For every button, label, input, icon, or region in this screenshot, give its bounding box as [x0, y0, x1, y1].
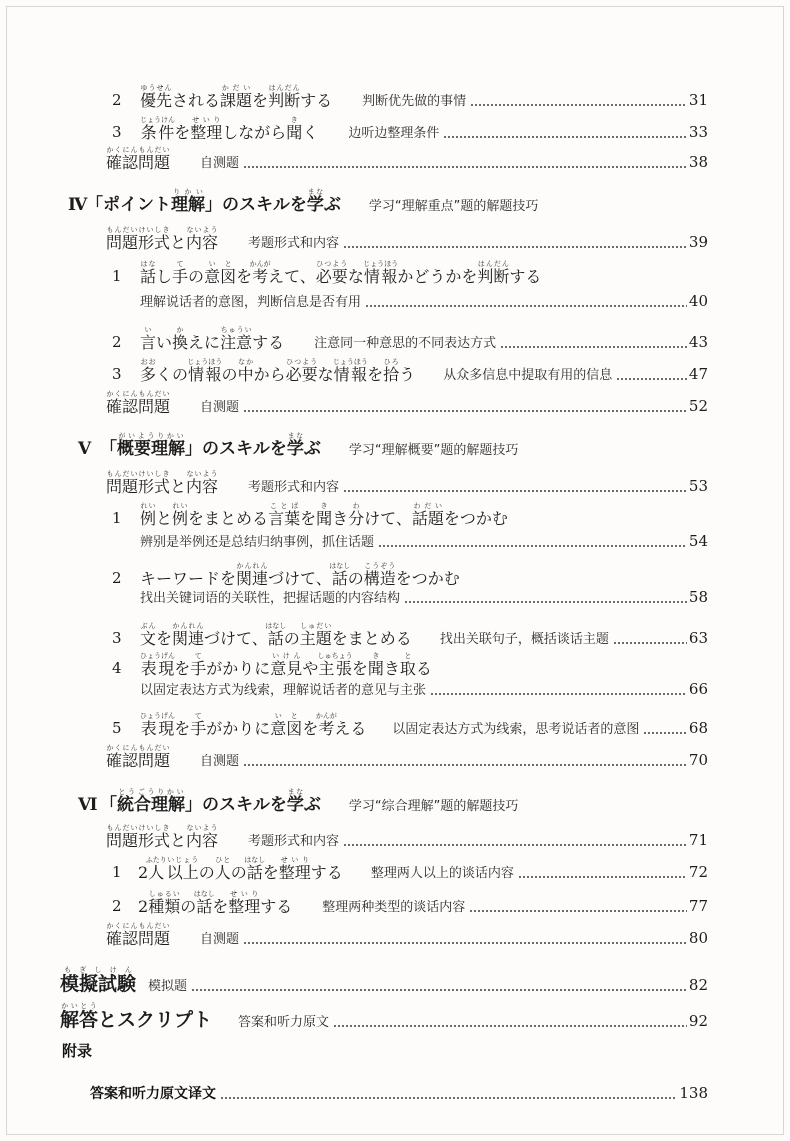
- toc-entry-6-review[interactable]: [0, 922, 708, 947]
- entry-number: 3: [112, 365, 122, 383]
- toc-entry-5-format[interactable]: [0, 470, 708, 495]
- entry-number: 2: [112, 569, 122, 587]
- entry-translation: 答案和听力原文: [238, 1015, 330, 1030]
- entry-title: 確認問題かくにんもんだい: [106, 922, 171, 948]
- entry-translation: 考题形式和内容: [248, 236, 340, 251]
- toc-entry-5-2-title[interactable]: [0, 562, 460, 587]
- entry-title: 問題形式もんだいけいしきと内容ないよう: [106, 824, 219, 850]
- entry-translation: 找出关键词语的关联性，把握话题的内容结构: [140, 591, 401, 606]
- entry-title: 問題形式もんだいけいしきと内容ないよう: [106, 470, 219, 496]
- entry-translation: 自测题: [200, 156, 240, 171]
- leader-dots: [430, 693, 687, 695]
- page-number: 39: [688, 233, 708, 251]
- entry-title: 優先ゆうせんされる課題かだいを判断はんだんする: [140, 84, 333, 110]
- toc-entry-answers[interactable]: [0, 1002, 708, 1030]
- entry-number: 2: [112, 333, 122, 351]
- page-number: 38: [688, 153, 708, 171]
- entry-title: 2人ふたり以上いじょうの人ひとの話はなしを整理せいりする: [138, 856, 343, 882]
- entry-translation: 整理两人以上的谈话内容: [370, 866, 514, 881]
- leader-dots: [191, 989, 687, 991]
- entry-title: 確認問題かくにんもんだい: [106, 146, 171, 172]
- section-heading-4[interactable]: [68, 188, 538, 214]
- entry-number: 4: [112, 659, 122, 677]
- toc-entry-5-review[interactable]: [0, 744, 708, 769]
- entry-translation: 辨别是举例还是总结归纳事例，抓住话题: [140, 535, 375, 550]
- section-title: 「統合理解とうごうりかい」のスキルを学まなぶ: [100, 788, 321, 815]
- entry-title: 表現ひょうげんを手てがかりに意見いけんや主張しゅちょうを聞きき取とる: [140, 652, 432, 678]
- entry-translation: 判断优先做的事情: [362, 94, 467, 109]
- leader-dots: [404, 601, 687, 603]
- section-title: 「ポイント理解りかい」のスキルを学まなぶ: [86, 188, 341, 215]
- leader-dots: [443, 136, 687, 138]
- entry-translation: 考题形式和内容: [248, 834, 340, 849]
- page-number: 92: [688, 1012, 708, 1030]
- toc-entry-3-review[interactable]: [0, 146, 708, 171]
- toc-entry-5-4-title[interactable]: [0, 652, 432, 677]
- section-translation: 学习“综合理解”题的解题技巧: [348, 799, 519, 814]
- page-number: 71: [688, 831, 708, 849]
- toc-entry-6-format[interactable]: [0, 824, 708, 849]
- section-roman-numeral: Ⅳ: [68, 195, 88, 215]
- page-number: 138: [679, 1084, 708, 1102]
- leader-dots: [343, 490, 687, 492]
- entry-title: 例れいと例れいをまとめる言葉ことばを聞きき分わけて、話題わだいをつかむ: [140, 502, 508, 528]
- leader-dots: [365, 305, 687, 307]
- leader-dots: [243, 764, 687, 766]
- entry-translation: 边听边整理条件: [348, 126, 440, 141]
- entry-translation: 考题形式和内容: [248, 480, 340, 495]
- page-number: 66: [688, 680, 708, 698]
- entry-number: 2: [112, 91, 122, 109]
- toc-entry-4-1-title[interactable]: [0, 260, 541, 285]
- entry-translation: 自测题: [200, 932, 240, 947]
- leader-dots: [518, 876, 687, 878]
- page-number: 77: [688, 897, 708, 915]
- toc-entry-5-1-sub[interactable]: [0, 534, 708, 550]
- toc-entry-4-3[interactable]: [0, 358, 708, 383]
- toc-entry-5-5[interactable]: [0, 712, 708, 737]
- section-heading-5[interactable]: [78, 432, 518, 458]
- entry-translation: 注意同一种意思的不同表达方式: [314, 336, 497, 351]
- entry-translation: 理解说话者的意图，判断信息是否有用: [140, 295, 362, 310]
- section-translation: 学习“理解重点”题的解题技巧: [368, 199, 539, 214]
- page-number: 43: [688, 333, 708, 351]
- leader-dots: [378, 545, 687, 547]
- leader-dots: [333, 1025, 687, 1027]
- section-translation: 学习“理解概要”题的解题技巧: [348, 443, 519, 458]
- entry-title: 模擬試験もぎしけん: [60, 966, 137, 995]
- leader-dots: [469, 910, 687, 912]
- leader-dots: [343, 246, 687, 248]
- toc-appendix-heading[interactable]: [62, 1044, 92, 1060]
- toc-entry-4-format[interactable]: [0, 226, 708, 251]
- page-number: 33: [688, 123, 708, 141]
- leader-dots: [470, 104, 687, 106]
- entry-translation: 自测题: [200, 754, 240, 769]
- page-number: 54: [688, 532, 708, 550]
- leader-dots: [243, 166, 687, 168]
- entry-number: 1: [112, 863, 122, 881]
- entry-title: 条件じょうけんを整理せいりしながら聞きく: [140, 116, 319, 142]
- page-number: 47: [688, 365, 708, 383]
- entry-translation: 自测题: [200, 400, 240, 415]
- toc-entry-5-4-sub[interactable]: [0, 682, 708, 698]
- page-number: 31: [688, 91, 708, 109]
- toc-entry-3-2[interactable]: [0, 84, 708, 109]
- toc-entry-translations[interactable]: [0, 1086, 708, 1102]
- toc-entry-mock-exam[interactable]: [0, 966, 708, 994]
- entry-title: 2種類しゅるいの話はなしを整理せいりする: [138, 890, 293, 916]
- entry-title: 言いい換かえに注意ちゅういする: [140, 326, 285, 352]
- entry-title: 表現ひょうげんを手てがかりに意図いとを考かんがえる: [140, 712, 367, 738]
- entry-translation: 以固定表达方式为线索，理解说话者的意见与主张: [140, 683, 427, 698]
- page-number: 68: [688, 719, 708, 737]
- toc-entry-5-3[interactable]: [0, 622, 708, 647]
- toc-entry-3-3[interactable]: [0, 116, 708, 141]
- toc-entry-5-2-sub[interactable]: [0, 590, 708, 606]
- entry-title: 確認問題かくにんもんだい: [106, 744, 171, 770]
- toc-entry-4-2[interactable]: [0, 326, 708, 351]
- entry-number: 1: [112, 267, 122, 285]
- entry-translation: 整理两种类型的谈话内容: [322, 900, 466, 915]
- entry-translation: 找出关联句子，概括谈话主题: [439, 632, 609, 647]
- entry-number: 5: [112, 719, 122, 737]
- leader-dots: [500, 346, 687, 348]
- page-number: 52: [688, 397, 708, 415]
- entry-title: 確認問題かくにんもんだい: [106, 390, 171, 416]
- toc-entry-4-1-sub[interactable]: [0, 294, 708, 310]
- entry-number: 3: [112, 123, 122, 141]
- entry-title: 解答かいとうとスクリプト: [60, 1002, 213, 1031]
- entry-translation: 模拟题: [148, 979, 188, 994]
- entry-title: 多おおくの情報じょうほうの中なかから必要ひつような情報じょうほうを拾ひろう: [140, 358, 416, 384]
- leader-dots: [343, 844, 687, 846]
- leader-dots: [643, 732, 687, 734]
- entry-translation: 从众多信息中提取有用的信息: [443, 368, 613, 383]
- section-heading-6[interactable]: [78, 788, 518, 814]
- appendix-label: 附录: [62, 1042, 93, 1060]
- page-number: 63: [688, 629, 708, 647]
- page-number: 70: [688, 751, 708, 769]
- section-title: 「概要理解がいようりかい」のスキルを学まなぶ: [100, 432, 321, 459]
- entry-number: 2: [112, 897, 122, 915]
- leader-dots: [243, 410, 687, 412]
- toc-entry-4-review[interactable]: [0, 390, 708, 415]
- entry-title: 文ぶんを関連かんれんづけて、話はなしの主題しゅだいをまとめる: [140, 622, 412, 648]
- section-roman-numeral: Ⅴ: [78, 439, 92, 459]
- entry-title: 話はなし手ての意図いとを考かんがえて、必要ひつような情報じょうほうかどうかを判断はんだんする: [140, 260, 542, 286]
- entry-title: キーワードを関連かんれんづけて、話はなしの構造こうぞうをつかむ: [140, 562, 460, 588]
- toc-entry-6-2[interactable]: [0, 890, 708, 915]
- entry-number: 1: [112, 509, 122, 527]
- page-number: 58: [688, 588, 708, 606]
- leader-dots: [220, 1097, 677, 1099]
- leader-dots: [616, 378, 687, 380]
- toc-entry-5-1-title[interactable]: [0, 502, 508, 527]
- page-number: 40: [688, 292, 708, 310]
- section-roman-numeral: Ⅵ: [78, 795, 98, 815]
- entry-title: 問題形式もんだいけいしきと内容ないよう: [106, 226, 219, 252]
- leader-dots: [243, 942, 687, 944]
- page-number: 72: [688, 863, 708, 881]
- page-number: 53: [688, 477, 708, 495]
- page-number: 80: [688, 929, 708, 947]
- toc-entry-6-1[interactable]: [0, 856, 708, 881]
- entry-translation: 以固定表达方式为线索，思考说话者的意图: [392, 722, 640, 737]
- entry-number: 3: [112, 629, 122, 647]
- leader-dots: [613, 642, 687, 644]
- entry-title: 答案和听力原文译文: [90, 1086, 216, 1102]
- page-number: 82: [688, 976, 708, 994]
